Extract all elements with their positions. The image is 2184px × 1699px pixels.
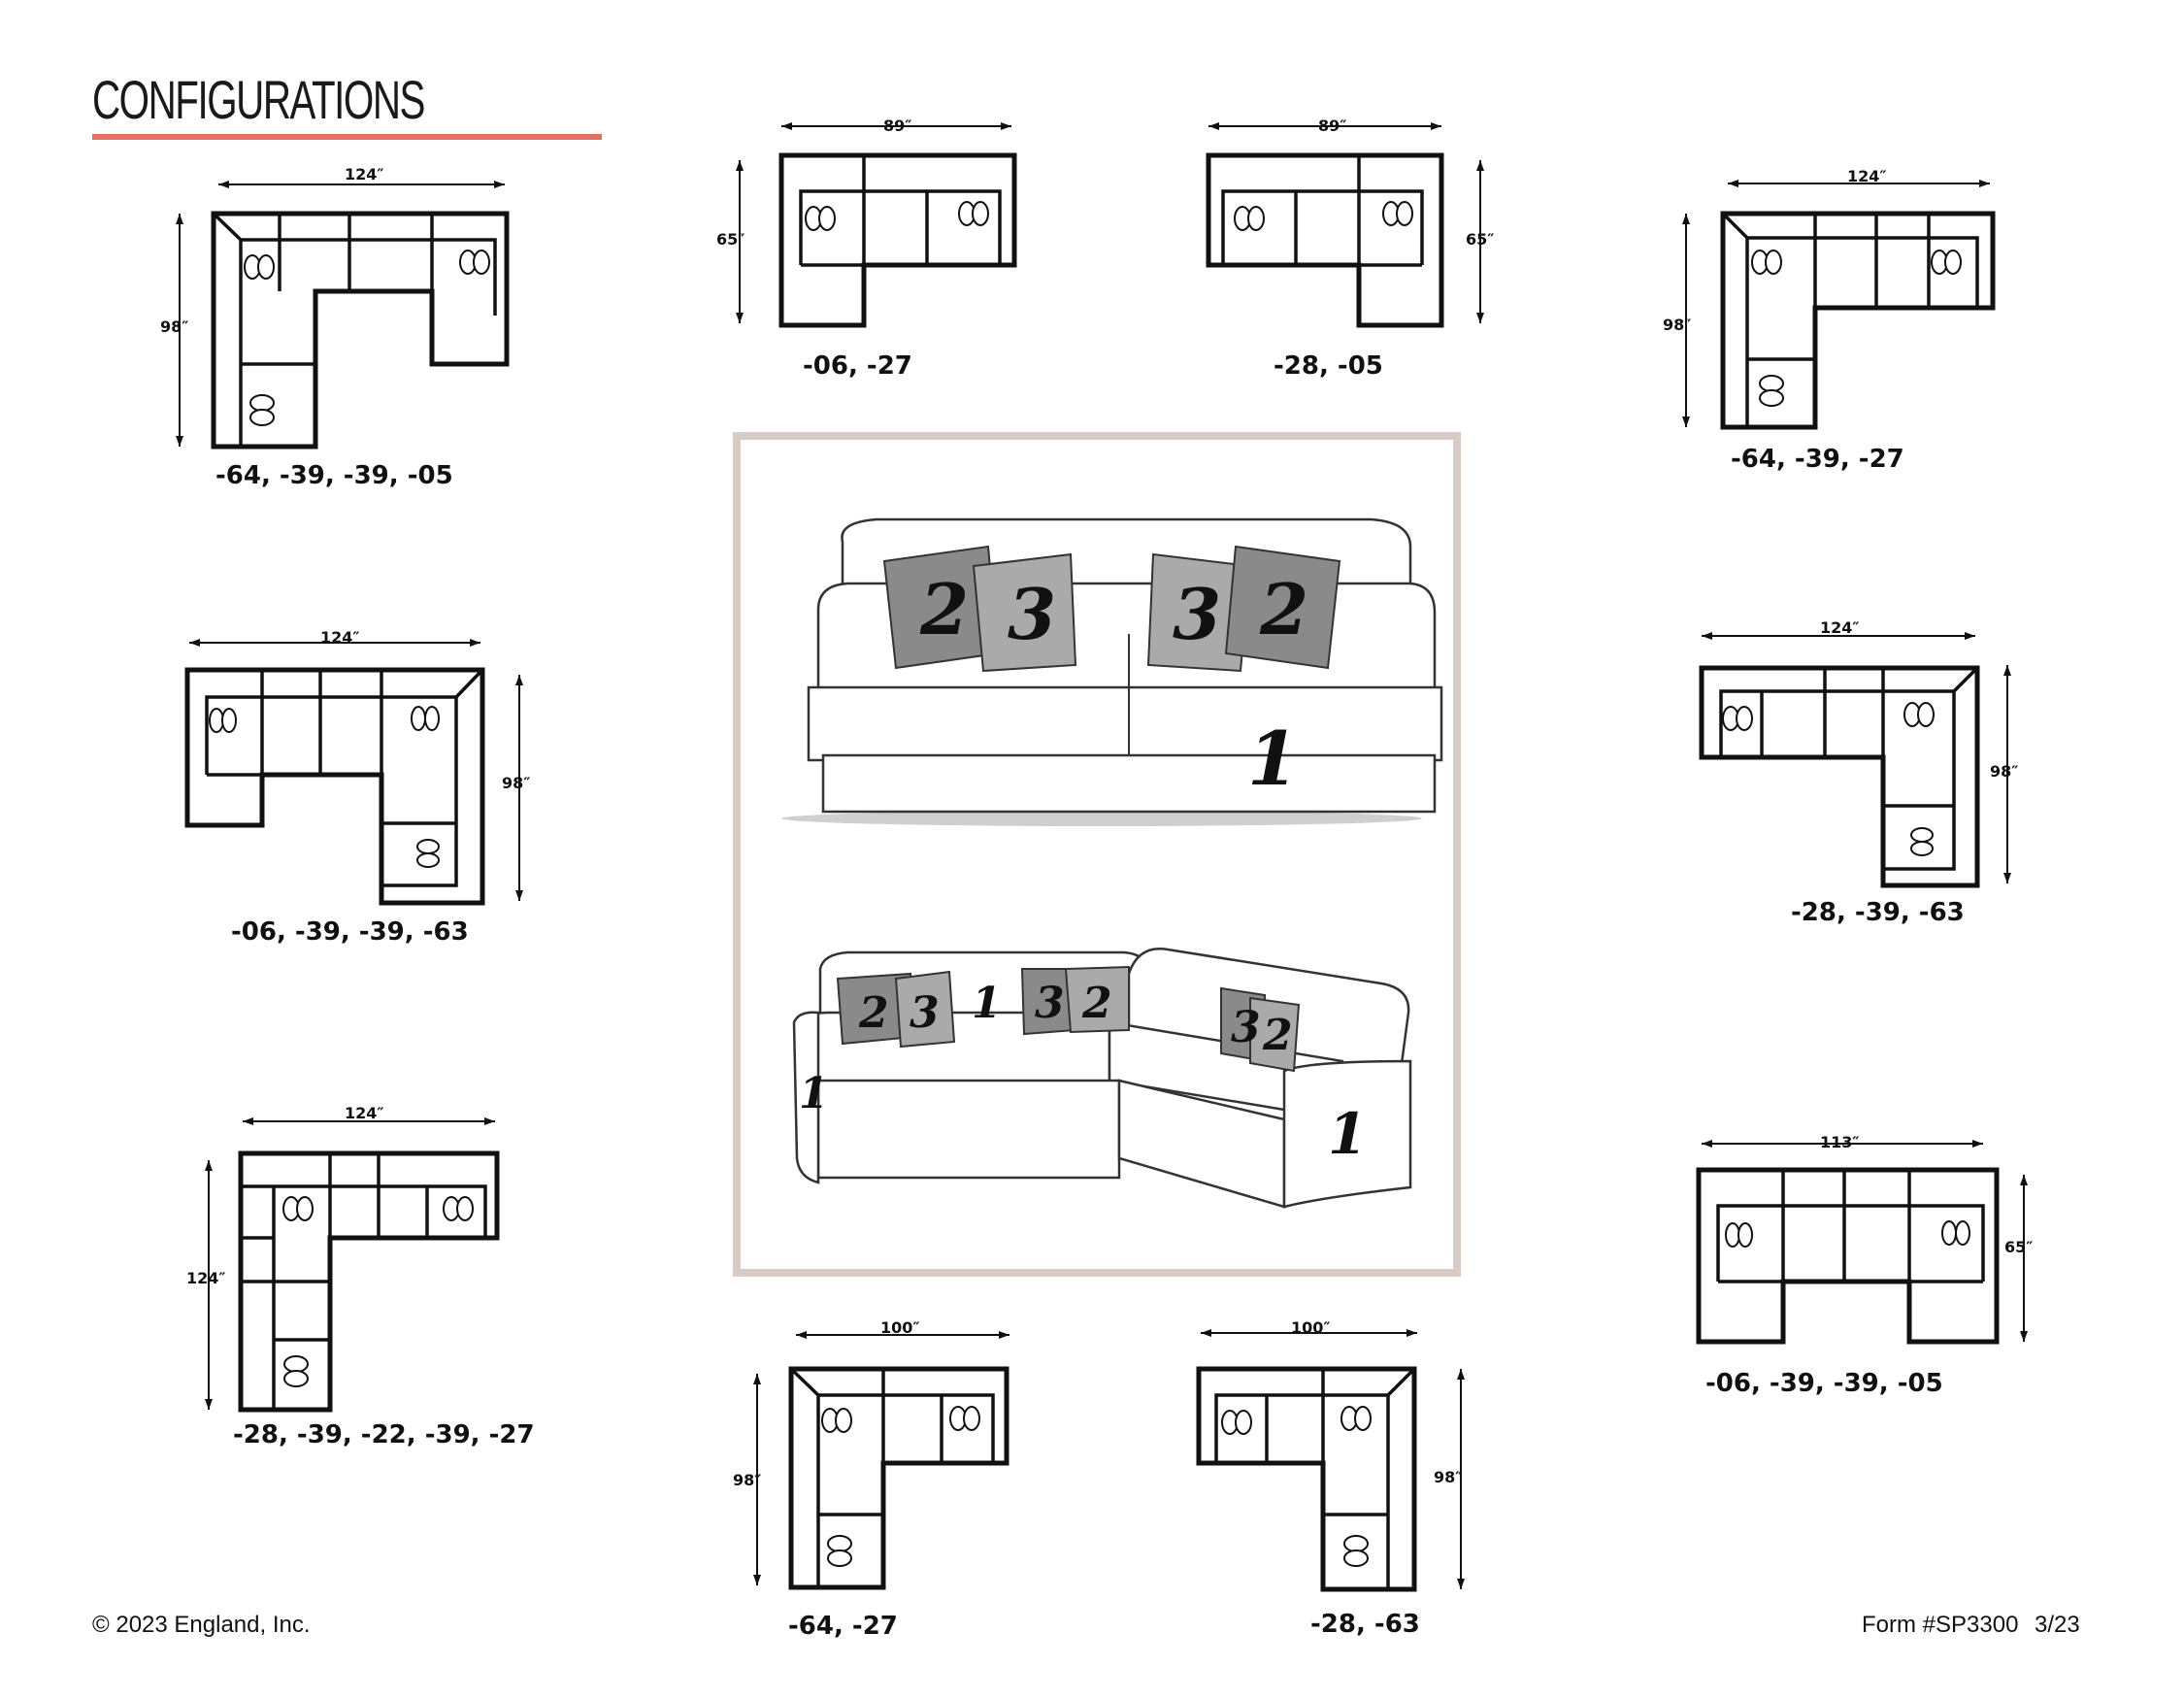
sectional-illustration <box>794 949 1410 1207</box>
depth-label: 124″ <box>186 1269 226 1287</box>
depth-label: 98″ <box>502 774 531 792</box>
pillow-number: 3 <box>1231 1003 1261 1052</box>
width-label: 124″ <box>1820 618 1860 637</box>
pillow-key-illustration <box>741 440 1453 1269</box>
width-label: 100″ <box>880 1318 920 1337</box>
config-code: -28, -63 <box>1310 1610 1420 1639</box>
pillow-number: 3 <box>1035 979 1065 1028</box>
pillow-number: 1 <box>1247 716 1299 802</box>
config-code: -06, -39, -39, -05 <box>1705 1369 1943 1398</box>
width-label: 124″ <box>345 165 384 183</box>
depth-label: 98″ <box>733 1471 762 1489</box>
width-label: 124″ <box>345 1104 384 1122</box>
pillow-number: 3 <box>1173 573 1222 655</box>
pillow-number: 3 <box>910 988 940 1038</box>
pillow-number: 1 <box>1328 1101 1368 1167</box>
width-label: 124″ <box>1847 167 1887 185</box>
width-label: 113″ <box>1820 1133 1860 1151</box>
width-label: 100″ <box>1291 1318 1331 1337</box>
depth-label: 65″ <box>2004 1238 2034 1256</box>
config-code: -28, -39, -63 <box>1791 898 1965 927</box>
page-title: CONFIGURATIONS <box>92 69 424 130</box>
depth-label: 98″ <box>1990 762 2019 781</box>
title-underline <box>92 134 602 140</box>
pillow-number: 2 <box>1082 979 1112 1028</box>
config-code: -28, -05 <box>1274 351 1383 381</box>
config-diagram <box>1663 167 2024 442</box>
config-code: -64, -27 <box>788 1612 898 1641</box>
pillow-number: 2 <box>1263 1011 1293 1060</box>
depth-label: 98″ <box>1434 1468 1463 1486</box>
config-diagram <box>184 1104 514 1417</box>
config-diagram <box>1165 112 1495 335</box>
width-label: 89″ <box>1318 117 1347 135</box>
sofa-illustration <box>781 519 1441 826</box>
config-diagram <box>1674 1126 2043 1349</box>
pillow-number: 2 <box>859 988 889 1038</box>
config-code: -06, -39, -39, -63 <box>231 917 469 947</box>
depth-label: 65″ <box>716 230 745 249</box>
form-number: Form #SP3300 <box>1862 1612 2019 1638</box>
depth-label: 65″ <box>1466 230 1495 249</box>
width-label: 124″ <box>320 628 360 647</box>
depth-label: 98″ <box>1663 316 1692 334</box>
config-diagram <box>733 1316 1034 1597</box>
pillow-number: 2 <box>1260 568 1309 650</box>
pillow-number: 3 <box>1008 573 1057 655</box>
config-code: -64, -39, -27 <box>1731 445 1904 474</box>
config-code: -28, -39, -22, -39, -27 <box>233 1420 535 1449</box>
config-code: -64, -39, -39, -05 <box>215 461 453 490</box>
copyright: © 2023 England, Inc. <box>92 1612 311 1638</box>
config-diagram <box>1179 1316 1500 1597</box>
config-diagram <box>160 628 568 913</box>
pillow-number: 1 <box>972 979 1002 1028</box>
depth-label: 98″ <box>160 317 189 336</box>
width-label: 89″ <box>883 117 912 135</box>
config-diagram <box>1674 618 2043 893</box>
pillow-number: 1 <box>799 1069 829 1118</box>
pillow-key-frame <box>733 432 1461 1277</box>
config-diagram <box>160 165 534 461</box>
config-code: -06, -27 <box>803 351 912 381</box>
form-date: 3/23 <box>2035 1612 2080 1638</box>
pillow-number: 2 <box>920 568 970 650</box>
config-diagram <box>716 112 1029 335</box>
